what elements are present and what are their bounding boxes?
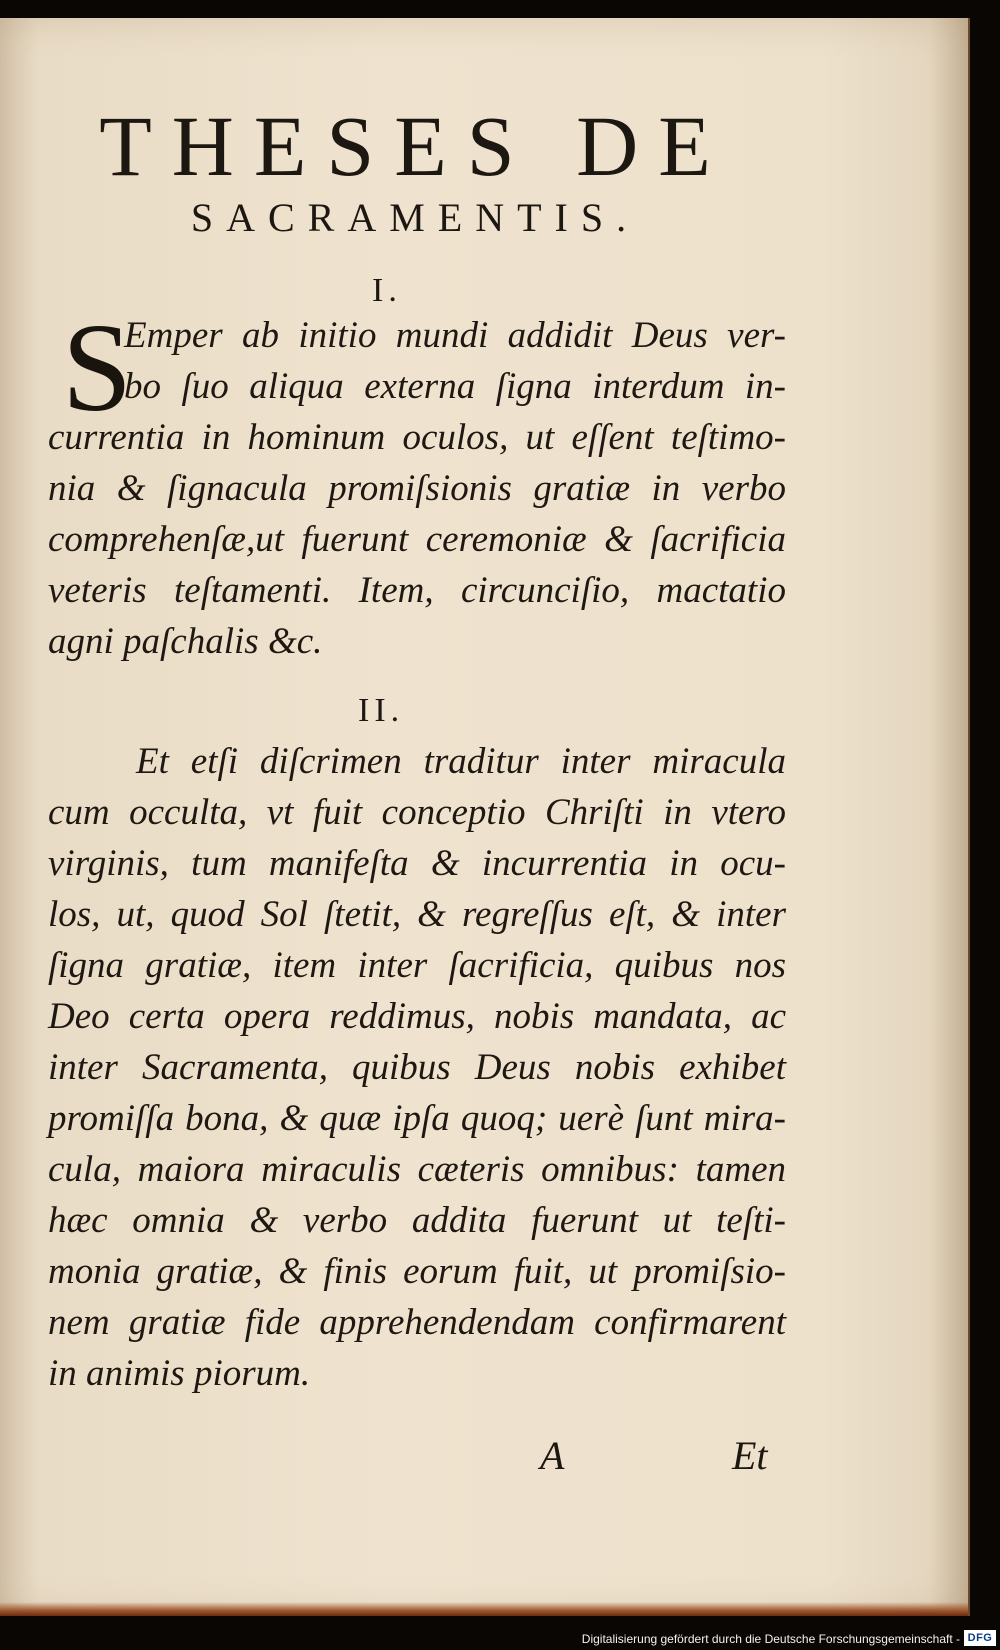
text-line: ſigna gratiæ, item inter ſacrificia, quibus nos bbox=[48, 945, 786, 986]
text-line: monia gratiæ, & finis eorum fuit, ut promiſsio- bbox=[48, 1251, 786, 1292]
credit-bar bbox=[0, 1624, 1000, 1650]
text-line: currentia in hominum oculos, ut eſſent teſtimo- bbox=[48, 417, 786, 458]
section-number-1: I. bbox=[372, 272, 402, 309]
text-line: cula, maiora miraculis cæteris omnibus: tamen bbox=[48, 1149, 786, 1190]
dfg-logo: DFG bbox=[964, 1630, 996, 1646]
text-line: in animis piorum. bbox=[48, 1353, 311, 1394]
page-title-line-2: SACRAMENTIS. bbox=[190, 195, 640, 240]
paragraph-2 bbox=[48, 736, 786, 1399]
text-line: Deo certa opera reddimus, nobis mandata, ac bbox=[48, 996, 786, 1037]
text-line: agni paſchalis &c. bbox=[48, 621, 323, 662]
text-line: veteris teſtamenti. Item, circunciſio, mactatio bbox=[48, 570, 786, 611]
text-line: bo ſuo aliqua externa ſigna interdum in- bbox=[124, 366, 786, 407]
funding-credit: Digitalisierung gefördert durch die Deutsche Forschungsgemeinschaft - bbox=[581, 1632, 960, 1646]
text-line: Et etſi diſcrimen traditur inter miracula bbox=[136, 741, 786, 782]
text-line: cum occulta, vt fuit conceptio Chriſti in vtero bbox=[48, 792, 786, 833]
book-page bbox=[0, 18, 970, 1616]
text-line: Emper ab initio mundi addidit Deus ver- bbox=[124, 315, 786, 356]
page-bottom-edge bbox=[0, 1602, 968, 1616]
text-line: los, ut, quod Sol ſtetit, & regreſſus eſt, & inter bbox=[48, 894, 786, 935]
drop-cap-initial: S bbox=[62, 299, 133, 438]
text-line: nem gratiæ fide apprehendendam confirmarent bbox=[48, 1302, 786, 1343]
text-line: inter Sacramenta, quibus Deus nobis exhibet bbox=[48, 1047, 786, 1088]
page-title-line-1: THESES DE bbox=[99, 98, 731, 194]
paragraph-1 bbox=[48, 299, 786, 667]
text-line: virginis, tum manifeſta & incurrentia in ocu- bbox=[48, 843, 786, 884]
text-line: nia & ſignacula promiſsionis gratiæ in verbo bbox=[48, 468, 786, 509]
section-number-2: II. bbox=[358, 692, 405, 729]
catchword: Et bbox=[732, 1433, 768, 1478]
text-line: promiſſa bona, & quæ ipſa quoq; uerè ſunt mira- bbox=[48, 1098, 786, 1139]
text-line: hæc omnia & verbo addita fuerunt ut teſti- bbox=[48, 1200, 786, 1241]
text-line: comprehenſæ,ut fuerunt ceremoniæ & ſacrificia bbox=[48, 519, 786, 560]
signature-mark: A bbox=[540, 1433, 565, 1478]
